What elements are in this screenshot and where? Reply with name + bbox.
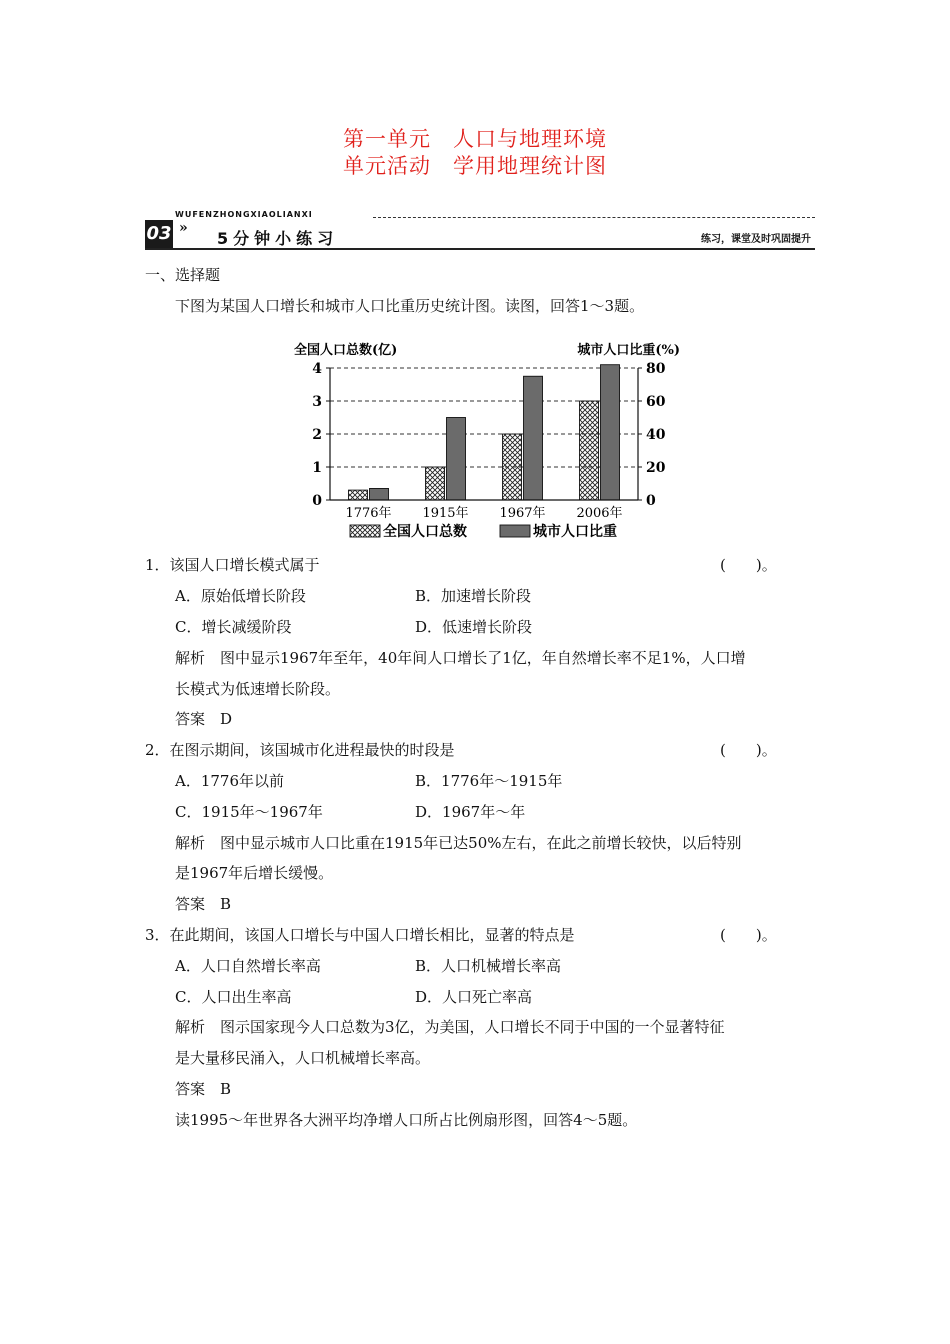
right-tick-label-4: 80	[646, 361, 666, 377]
question-1-option-d: D．低速增长阶段	[415, 618, 533, 636]
question-1-answer-blank: ( )。	[720, 556, 777, 574]
question-1-analysis-cont: 长模式为低速增长阶段。	[175, 680, 341, 698]
question-3-option-d: D．人口死亡率高	[415, 988, 533, 1006]
banner-title: 5分钟小练习	[217, 229, 339, 248]
left-axis-title: 全国人口总数(亿)	[294, 343, 398, 358]
question-1-option-a: A．原始低增长阶段	[175, 587, 306, 605]
bar-population-0	[349, 490, 368, 500]
question-3-analysis-cont: 是大量移民涌入，人口机械增长率高。	[175, 1049, 431, 1067]
question-3-stem: 3．在此期间，该国人口增长与中国人口增长相比，显著的特点是	[145, 926, 575, 944]
legend-label-urban: 城市人口比重	[533, 524, 617, 540]
question-1-answer: 答案 D	[175, 710, 233, 728]
question-1-option-c: C．增长减缓阶段	[175, 618, 292, 636]
banner-pinyin: WUFENZHONGXIAOLIANXI	[175, 210, 313, 219]
bar-urban-2	[524, 376, 543, 500]
category-label-0: 1776年	[345, 506, 392, 521]
question-2-answer-blank: ( )。	[720, 741, 777, 759]
legend-swatch-population	[350, 525, 380, 537]
question-2-option-d: D．1967年～年	[415, 803, 526, 821]
question-2-analysis: 解析 图中显示城市人口比重在1915年已达50%左右，在此之前增长较快，以后特别	[175, 834, 742, 852]
banner-subtitle: 练习，课堂及时巩固提升	[701, 234, 811, 245]
question-2-option-c: C．1915年～1967年	[175, 803, 323, 821]
question-1-stem: 1．该国人口增长模式属于	[145, 556, 320, 574]
right-tick-label-1: 20	[646, 460, 666, 476]
bar-population-3	[580, 401, 599, 500]
legend-label-population: 全国人口总数	[383, 524, 467, 540]
bar-urban-0	[370, 488, 389, 500]
right-tick-label-0: 0	[646, 493, 656, 509]
right-tick-label-2: 40	[646, 427, 666, 443]
question-1-analysis: 解析 图中显示1967年至年，40年间人口增长了1亿，年自然增长率不足1%，人口增	[175, 649, 746, 667]
category-label-3: 2006年	[576, 506, 623, 521]
question-2-option-b: B．1776年～1915年	[415, 772, 563, 790]
question-2-analysis-cont: 是1967年后增长缓慢。	[175, 864, 334, 882]
banner-number: 03	[145, 220, 173, 248]
legend-swatch-urban	[500, 525, 530, 537]
double-chevron-icon: »	[179, 220, 188, 236]
page-subtitle: 单元活动 学用地理统计图	[343, 154, 607, 178]
question-3-option-b: B．人口机械增长率高	[415, 957, 562, 975]
bar-urban-3	[601, 365, 620, 500]
right-axis-title: 城市人口比重(%)	[577, 343, 680, 358]
bar-urban-1	[447, 418, 466, 501]
left-tick-label-3: 3	[312, 394, 322, 410]
question-2-option-a: A．1776年以前	[175, 772, 285, 790]
section-banner	[145, 210, 815, 250]
category-label-1: 1915年	[422, 506, 469, 521]
bar-population-1	[426, 467, 445, 500]
chart-intro: 下图为某国人口增长和城市人口比重历史统计图。读图，回答1～3题。	[175, 297, 645, 315]
question-1-option-b: B．加速增长阶段	[415, 587, 532, 605]
question-2-stem: 2．在图示期间，该国城市化进程最快的时段是	[145, 741, 455, 759]
banner-divider	[145, 248, 815, 250]
section-heading: 一、选择题	[145, 266, 221, 284]
population-chart	[280, 330, 700, 545]
question-3-analysis: 解析 图示国家现今人口总数为3亿，为美国，人口增长不同于中国的一个显著特征	[175, 1018, 725, 1036]
left-tick-label-2: 2	[312, 427, 322, 443]
question-3-option-a: A．人口自然增长率高	[175, 957, 321, 975]
left-tick-label-0: 0	[312, 493, 322, 509]
banner-dash-divider	[373, 217, 815, 218]
right-tick-label-3: 60	[646, 394, 666, 410]
question-3-option-c: C．人口出生率高	[175, 988, 292, 1006]
bar-population-2	[503, 434, 522, 500]
question-3-answer-blank: ( )。	[720, 926, 777, 944]
category-label-2: 1967年	[499, 506, 546, 521]
page-title: 第一单元 人口与地理环境	[343, 127, 607, 151]
left-tick-label-1: 1	[312, 460, 322, 476]
left-tick-label-4: 4	[312, 361, 322, 377]
next-question-intro: 读1995～年世界各大洲平均净增人口所占比例扇形图，回答4～5题。	[175, 1111, 638, 1129]
question-2-answer: 答案 B	[175, 895, 232, 913]
question-3-answer: 答案 B	[175, 1080, 232, 1098]
